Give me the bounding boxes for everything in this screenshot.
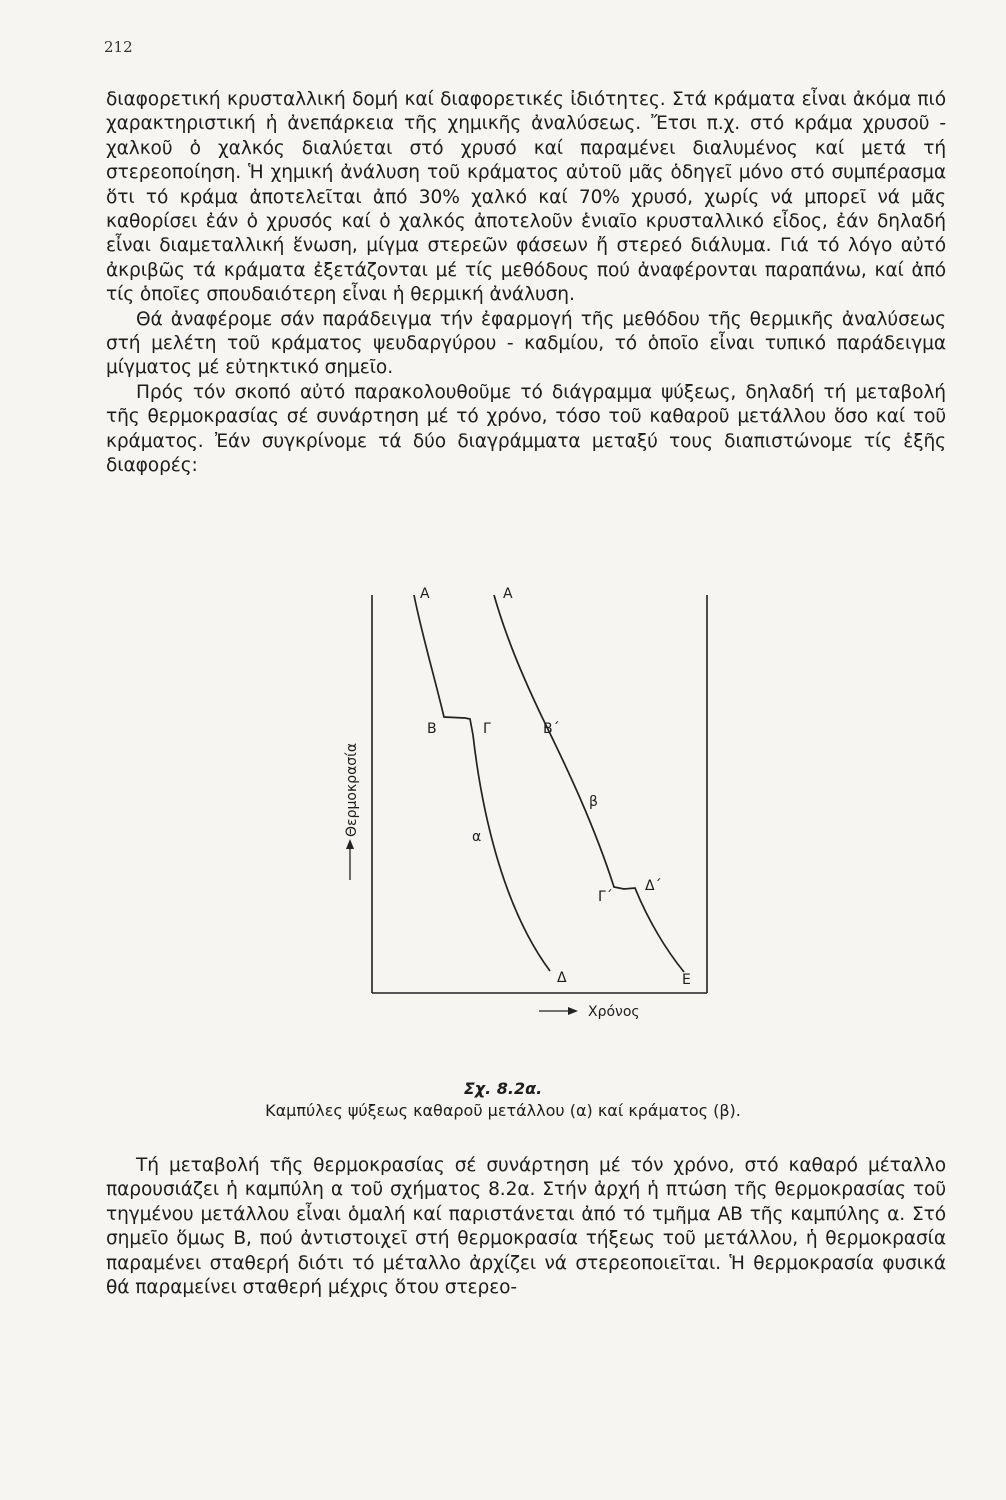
curve-b: [494, 595, 684, 972]
page-number: 212: [104, 38, 133, 56]
x-axis-label: Χρόνος: [588, 1004, 640, 1020]
curve-b-point-E: Ε: [682, 972, 691, 988]
top-text-block: [106, 88, 946, 479]
y-axis-label: Θερμοκρασία: [344, 742, 360, 837]
paragraph: διαφορετική κρυσταλλική δομή καί διαφορετικές ἰδιότητες. Στά κράματα εἶναι ἀκόμα πιό χαρακτηριστική ἡ ἀνεπάρκεια τῆς χημικῆς ἀναλύσεως. Ἔτσι π.χ. στό κράμα χρυσοῦ - χαλκοῦ ὁ χαλκός διαλύεται στό χρυσό καί παραμένει διαλυμένος καί μετά τή στερεοποίηση. Ἡ χημική ἀνάλυση τοῦ κράματος αὐτοῦ μᾶς ὁδηγεῖ μόνο στό συμπέρασμα ὅτι τό κράμα ἀποτελεῖται ἀπό 30% χαλκό καί 70% χρυσό, χωρίς νά μπορεῖ νά μᾶς καθορίσει ἐάν ὁ χρυσός καί ὁ χαλκός ἀποτελοῦν ἑνιαῖο κρυσταλλικό εἶδος, ἐάν δηλαδή εἶναι διαμεταλλική ἕνωση, μίγμα στερεῶν φάσεων ἤ στερεό διάλυμα. Γιά τό λόγο αὐτό ἀκριβῶς τά κράματα ἐξετάζονται μέ τίς μεθόδους πού ἀναφέρονται παραπάνω, καί ἀπό τίς ὁποῖες σπουδαιότερη εἶναι ἡ θερμική ἀνάλυση.: [106, 89, 946, 306]
curve-a-label: α: [472, 829, 482, 845]
curve-b-point-D-prime: Δ΄: [645, 878, 662, 894]
bottom-text-block: [106, 1154, 946, 1300]
curve-a-point-D: Δ: [557, 970, 567, 986]
cooling-curves-diagram: [336, 575, 736, 1035]
curve-b-point-A: Α: [503, 586, 513, 602]
paragraph: Πρός τόν σκοπό αὐτό παρακολουθοῦμε τό διάγραμμα ψύξεως, δηλαδή τή μεταβολή τῆς θερμοκρασίας σέ συνάρτηση μέ τό χρόνο, τόσο τοῦ καθαροῦ μετάλλου ὅσο καί τοῦ κράματος. Ἐάν συγκρίνομε τά δύο διαγράμματα μεταξύ τους διαπιστώνομε τίς ἑξῆς διαφορές:: [106, 381, 946, 477]
curve-a: [414, 595, 550, 971]
curve-b-point-B-prime: Β΄: [543, 721, 560, 737]
curve-a-point-A: Α: [420, 586, 430, 602]
x-axis-arrow-head: [568, 1007, 578, 1015]
curve-b-point-G-prime: Γ΄: [598, 889, 613, 905]
curve-a-point-G: Γ: [483, 721, 491, 737]
paragraph: Τή μεταβολή τῆς θερμοκρασίας σέ συνάρτηση μέ τόν χρόνο, στό καθαρό μέταλλο παρουσιάζει ἡ καμπύλη α τοῦ σχήματος 8.2α. Στήν ἀρχή ἡ πτώση τῆς θερμοκρασίας τοῦ τηγμένου μετάλλου εἶναι ὁμαλή καί παριστάνεται ἀπό τό τμῆμα ΑΒ τῆς καμπύλης α. Στό σημεῖο ὅμως Β, πού ἀντιστοιχεῖ στή θερμοκρασία τήξεως τοῦ μετάλλου, ἡ θερμοκρασία παραμένει σταθερή διότι τό μέταλλο ἀρχίζει νά στερεοποιεῖται. Ἡ θερμοκρασία φυσικά θά παραμείνει σταθερή μέχρις ὅτου στερεο-: [106, 1155, 946, 1299]
cooling-curves-figure: [336, 575, 736, 1035]
figure-caption-title: Σχ. 8.2α.: [463, 1079, 543, 1098]
curve-b-label: β: [589, 794, 598, 810]
y-axis-arrow-head: [346, 839, 354, 849]
paragraph: Θά ἀναφέρομε σάν παράδειγμα τήν ἐφαρμογή τῆς μεθόδου τῆς θερμικῆς ἀναλύσεως στή μελέτη τοῦ κράματος ψευδαργύρου - καδμίου, τό ὁποῖο εἶναι τυπικό παράδειγμα μίγματος μέ εὐτηκτικό σημεῖο.: [106, 308, 946, 379]
curve-a-point-B: Β: [427, 721, 437, 737]
figure-caption-text: Καμπύλες ψύξεως καθαροῦ μετάλλου (α) καί κράματος (β).: [265, 1101, 741, 1120]
